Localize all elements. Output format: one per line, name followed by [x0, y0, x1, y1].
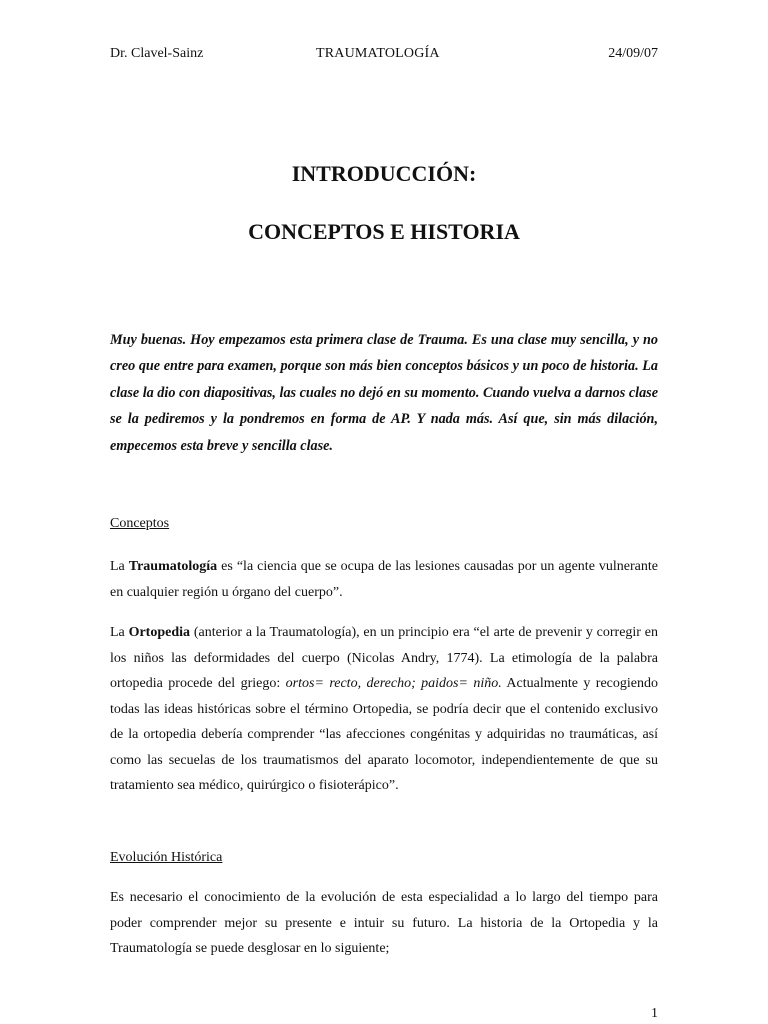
text-span: La — [110, 559, 129, 574]
page-number: 1 — [651, 1006, 658, 1021]
paragraph-ortopedia — [110, 620, 658, 799]
header-author: Dr. Clavel-Sainz — [110, 46, 204, 61]
paragraph-evolucion: Es necesario el conocimiento de la evolución de esta especialidad a lo largo del tiempo para poder comprender mejor su presente e intuir su futuro. La historia de la Ortopedia y la Traumatología se puede desglosar en lo siguiente; — [110, 890, 658, 956]
text-span: La — [110, 625, 129, 640]
etymology-text: ortos= recto, derecho; paidos= niño. — [285, 676, 502, 691]
header-subject: TRAUMATOLOGÍA — [316, 46, 440, 61]
text-span: Actualmente y recogiendo todas las ideas históricas sobre el término Ortopedia, se podría decir que el contenido exclusivo de la ortopedia debería comprender “las afecciones congénitas y adquiridas no traumáticas, así como las secuelas de los traumatismos del aparato locomotor, independientemente de que su tratamiento sea médico, quirúrgico o fisioterápico”. — [110, 676, 658, 793]
term-ortopedia: Ortopedia — [128, 625, 191, 640]
section-heading-conceptos: Conceptos — [110, 516, 170, 531]
text-span: es “la ciencia que se ocupa de las lesiones causadas por un agente vulnerante en cualquier región u órgano del cuerpo”. — [110, 559, 658, 600]
page-header — [110, 46, 658, 64]
document-title: INTRODUCCIÓN: — [291, 161, 477, 186]
header-date: 24/09/07 — [608, 46, 658, 61]
text-span: (anterior a la Traumatología), en un principio era “el arte de prevenir y corregir en los niños las deformidades del cuerpo (Nicolas Andry, 1774). La etimología de la palabra ortopedia procede del griego: — [110, 625, 658, 691]
document-subtitle: CONCEPTOS E HISTORIA — [248, 219, 520, 244]
term-traumatologia: Traumatología — [128, 559, 218, 574]
intro-paragraph: Muy buenas. Hoy empezamos esta primera clase de Trauma. Es una clase muy sencilla, y no creo que entre para examen, porque son más bien conceptos básicos y un poco de historia. La clase la dio con diapositivas, las cuales no dejó en su momento. Cuando vuelva a darnos clase se la pediremos y la pondremos en forma de AP. Y nada más. Así que, sin más dilación, empecemos esta breve y sencilla clase. — [110, 332, 658, 454]
paragraph-traumatologia — [110, 554, 658, 605]
section-heading-evolucion: Evolución Histórica — [110, 850, 223, 865]
